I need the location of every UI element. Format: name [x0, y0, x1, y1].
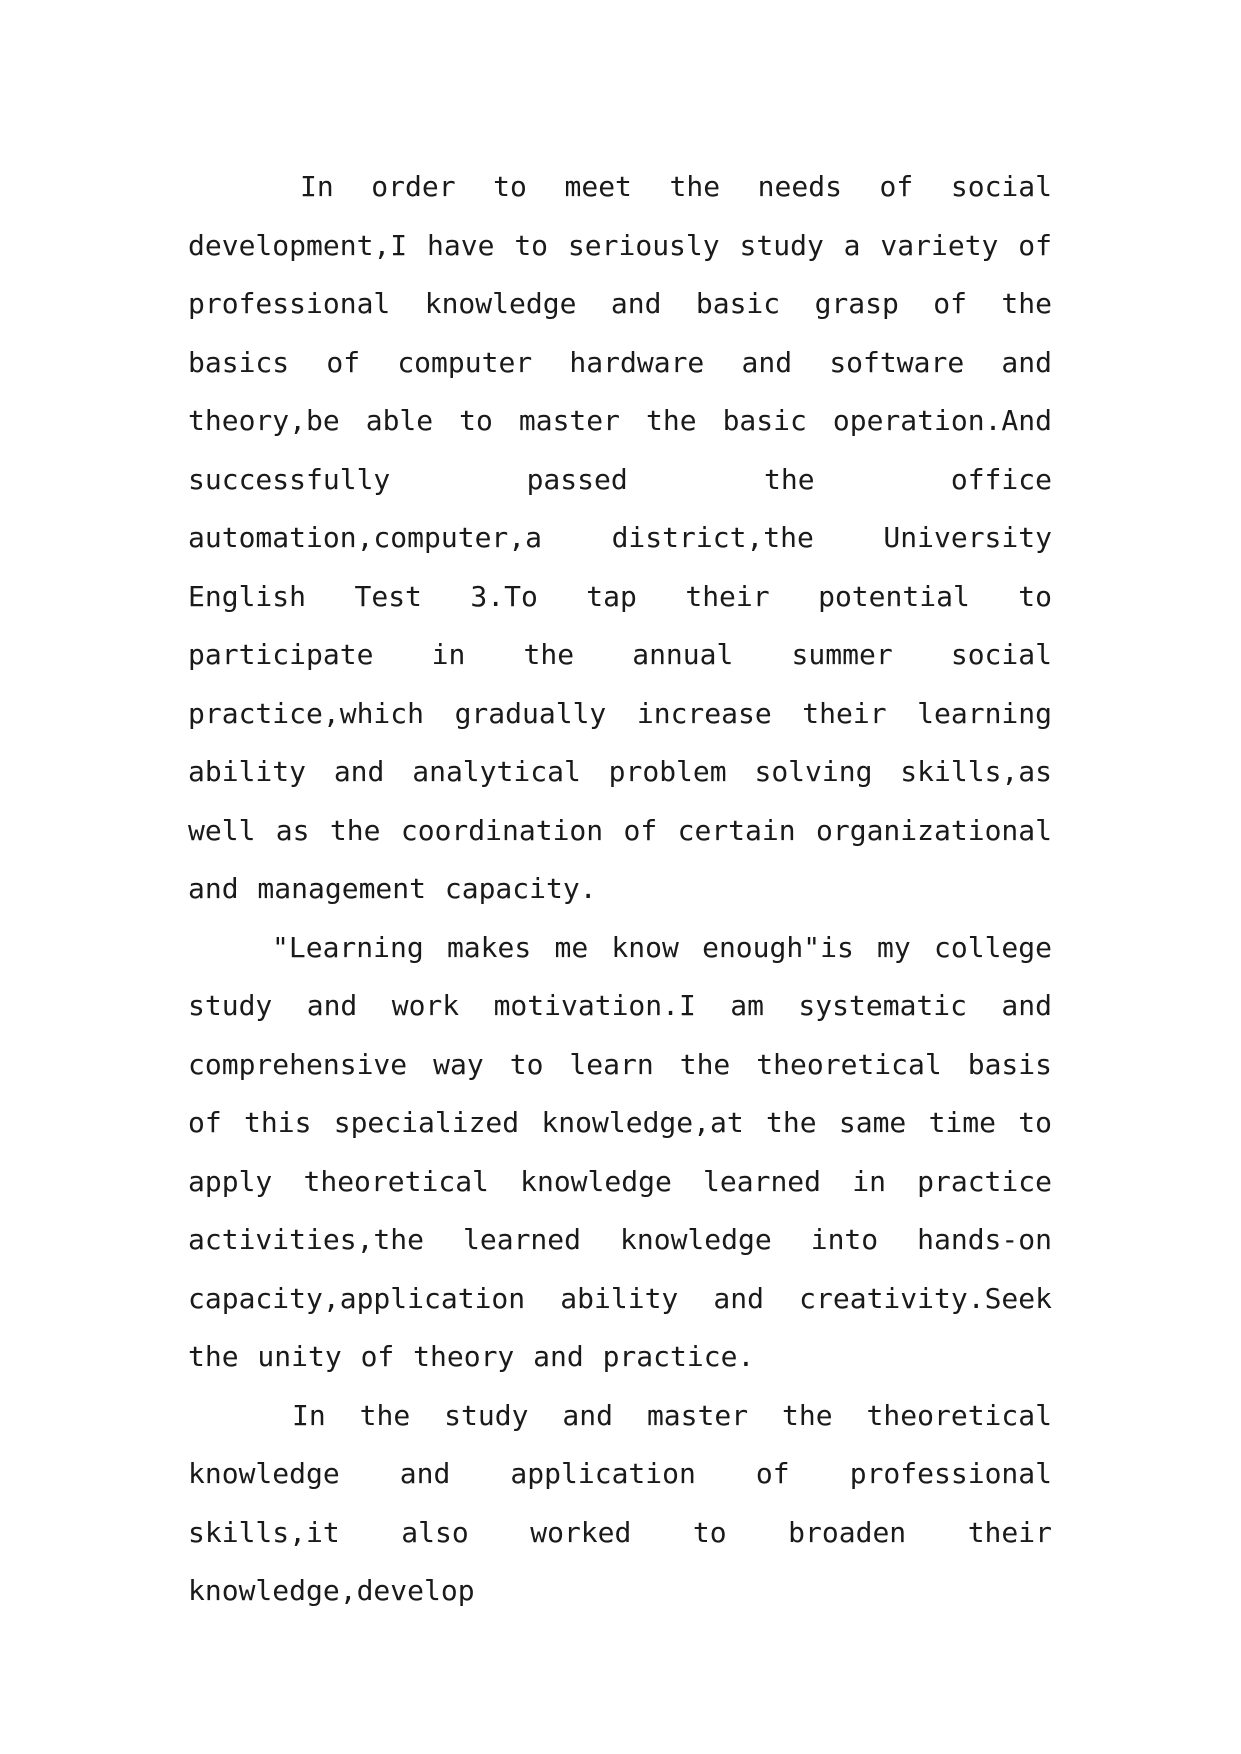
paragraph-learning-motivation: "Learning makes me know enough"is my college study and work motivation.I am systematic and comprehensive way to learn the theoretical basis of this specialized knowledge,at the same time to apply theoretical knowledge learned in practice activities,the learned knowledge into hands-on capacity,application ability and creativity.Seek the unity of theory and practice.: [188, 930, 1052, 1373]
document-body: [188, 158, 1052, 1621]
paragraph-social-development: In order to meet the needs of social development,I have to seriously study a variety of professional knowledge and basic grasp of the basics of computer hardware and software and theory,be able to master the basic operation.And successfully passed the office automation,computer,a district,the University English Test 3.To tap their potential to participate in the annual summer social practice,which gradually increase their learning ability and analytical problem solving skills,as well as the coordination of certain organizational and management capacity.: [188, 170, 1052, 905]
paragraph-professional-skills: In the study and master the theoretical knowledge and application of professional skills,it also worked to broaden their knowledge,develop: [188, 1398, 1052, 1607]
